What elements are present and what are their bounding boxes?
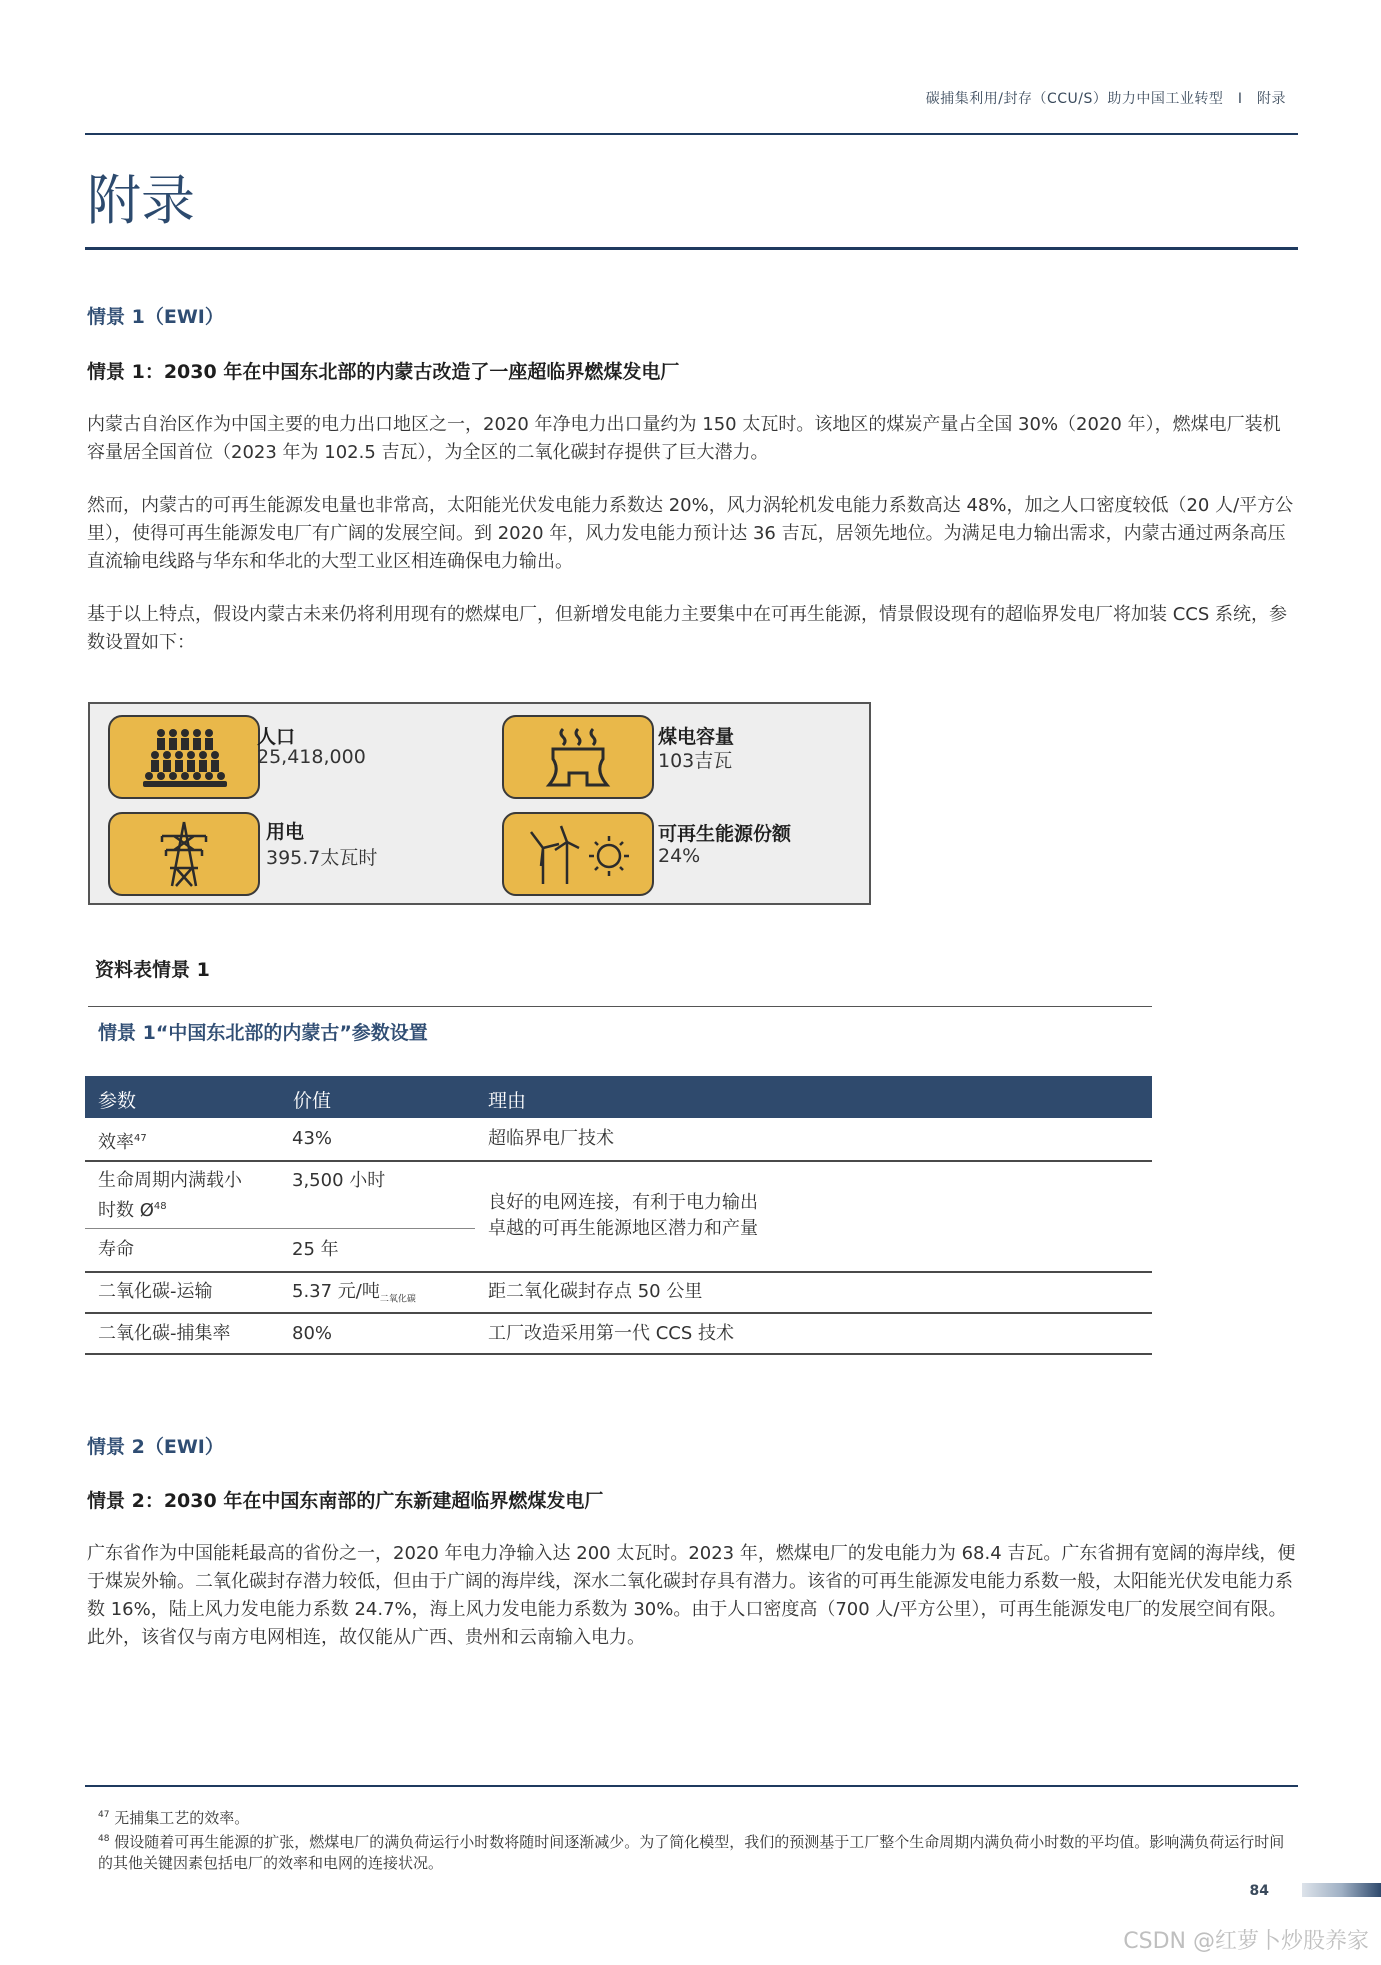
cell-text: 效率 [98,1132,134,1153]
power-pylon-icon [108,812,260,896]
cell-text: 5.37 元/吨 [292,1281,380,1302]
scenario1-paragraph-2 [87,492,1297,576]
people-icon [108,715,260,799]
footnote-text: 假设随着可再生能源的扩张，燃煤电厂的满负荷运行小时数将随时间逐渐减少。为了简化模型，我们的预测基于工厂整个生命周期内满负荷小时数的平均值。影响满负荷运行时间的其他关键因素包括电厂的效率和电网的连接状况。 [98,1833,1285,1872]
caption-rule [88,1006,1152,1007]
table-cell-param: 二氧化碳-捕集率 [98,1323,231,1344]
footnote-number: 47 [98,1810,110,1820]
population-value: 25,418,000 [257,746,366,768]
table-cell-reason-merged [488,1190,758,1242]
scenario2-paragraph [87,1540,1297,1652]
header-cell: 参数 [98,1090,137,1112]
renewable-share-label: 可再生能源份额 [658,823,792,845]
header-cell: 理由 [488,1090,527,1112]
footnote-48 [98,1829,1298,1874]
header-rule [85,133,1298,135]
scenario2-subtitle: 情景 2：2030 年在中国东南部的广东新建超临界燃煤发电厂 [87,1490,604,1512]
footnote-number: 48 [98,1834,110,1844]
scenario1-section-title: 情景 1（EWI） [87,306,224,328]
scenario1-paragraph-3 [87,601,1297,657]
unit-subscript: 二氧化碳 [379,1294,416,1305]
paragraph-text: 然而，内蒙古的可再生能源发电量也非常高，太阳能光伏发电能力系数达 20%，风力涡轮机发电能力系数高达 48%，加之人口密度较低（20 人/平方公里），使得可再生能源发电厂有广阔的发展空间。到 2020 年，风力发电能力预计达 36 吉瓦，居领先地位。为满足电力输出需求，内蒙古通过两条高压直流输电线路与华东和华北的大型工业区相连确保电力输出。 [87,495,1294,572]
table-cell-value: 43% [292,1128,333,1149]
table-title: 情景 1“中国东北部的内蒙古”参数设置 [98,1022,428,1044]
scenario1-infobox [88,702,871,905]
table-cell-param [98,1126,147,1156]
table-cell-value: 3,500 小时 [292,1170,386,1191]
table-header [85,1076,1152,1118]
watermark: CSDN @红萝卜炒股养家 [1123,1929,1369,1954]
scenario1-paragraph-1 [87,411,1297,467]
running-header: 碳捕集利用/封存（CCU/S）助力中国工业转型 I 附录 [925,91,1286,107]
coal-capacity-value: 103吉瓦 [658,750,733,772]
renewable-share-value: 24% [658,845,701,867]
footnote-ref: 47 [134,1133,147,1144]
table-cell-reason: 距二氧化碳封存点 50 公里 [488,1281,703,1302]
paragraph-text: 内蒙古自治区作为中国主要的电力出口地区之一，2020 年净电力出口量约为 150 太瓦时。该地区的煤炭产量占全国 30%（2020 年），燃煤电厂装机容量居全国首位（2023 年为 102.5 吉瓦），为全区的二氧化碳封存提供了巨大潜力。 [87,414,1281,463]
table-cell-param: 二氧化碳-运输 [98,1281,213,1302]
table-cell-value: 25 年 [292,1239,339,1260]
table-caption: 资料表情景 1 [95,959,210,981]
row-divider [85,1160,1152,1162]
page-title: 附录 [87,169,195,232]
population-label: 人口 [257,726,296,748]
title-rule [85,247,1298,250]
paragraph-text: 广东省作为中国能耗最高的省份之一，2020 年电力净输入达 200 太瓦时。2023 年，燃煤电厂的发电能力为 68.4 吉瓦。广东省拥有宽阔的海岸线，便于煤炭外输。二氧化碳封存潜力较低，但由于广阔的海岸线，深水二氧化碳封存具有潜力。该省的可再生能源发电能力系数一般，太阳能光伏发电能力系数 16%，陆上风力发电能力系数 24.7%，海上风力发电能力系数为 30%。由于人口密度高（700 人/平方公里），可再生能源发电厂的发展空间有限。此外，该省仅与南方电网相连，故仅能从广西、贵州和云南输入电力。 [87,1543,1296,1648]
table-cell-param: 寿命 [98,1239,134,1260]
coal-capacity-label: 煤电容量 [658,726,735,748]
cell-text: 卓越的可再生能源地区潜力和产量 [488,1218,758,1239]
footnote-ref: 48 [153,1201,167,1212]
electricity-value: 395.7太瓦时 [266,847,378,869]
scenario1-subtitle: 情景 1：2030 年在中国东北部的内蒙古改造了一座超临界燃煤发电厂 [87,361,680,383]
table-cell-reason: 超临界电厂技术 [488,1128,614,1149]
cell-text: 生命周期内满载小 [98,1170,242,1191]
header-cell: 价值 [293,1090,332,1112]
footnote-rule [85,1785,1298,1787]
electricity-label: 用电 [266,821,305,843]
footnote-47 [98,1805,1298,1829]
cooling-tower-icon [502,715,654,799]
table-cell-reason: 工厂改造采用第一代 CCS 技术 [488,1323,735,1344]
table-cell-param [98,1168,242,1224]
table-cell-value [292,1279,416,1313]
page-number: 84 [1249,1883,1269,1899]
cell-text: 良好的电网连接，有利于电力输出 [488,1192,758,1213]
wind-solar-icon [502,812,654,896]
cell-text: 时数 Ø [98,1200,154,1221]
paragraph-text: 基于以上特点，假设内蒙古未来仍将利用现有的燃煤电厂，但新增发电能力主要集中在可再生能源，情景假设现有的超临界发电厂将加装 CCS 系统，参数设置如下： [87,604,1287,653]
table-cell-value: 80% [292,1323,333,1344]
page-band [1302,1883,1381,1897]
row-divider [85,1228,475,1229]
table-bottom-rule [85,1353,1152,1355]
scenario2-section-title: 情景 2（EWI） [87,1436,224,1458]
row-divider [85,1271,1152,1273]
footnote-text: 无捕集工艺的效率。 [114,1809,250,1827]
row-divider [85,1312,1152,1314]
